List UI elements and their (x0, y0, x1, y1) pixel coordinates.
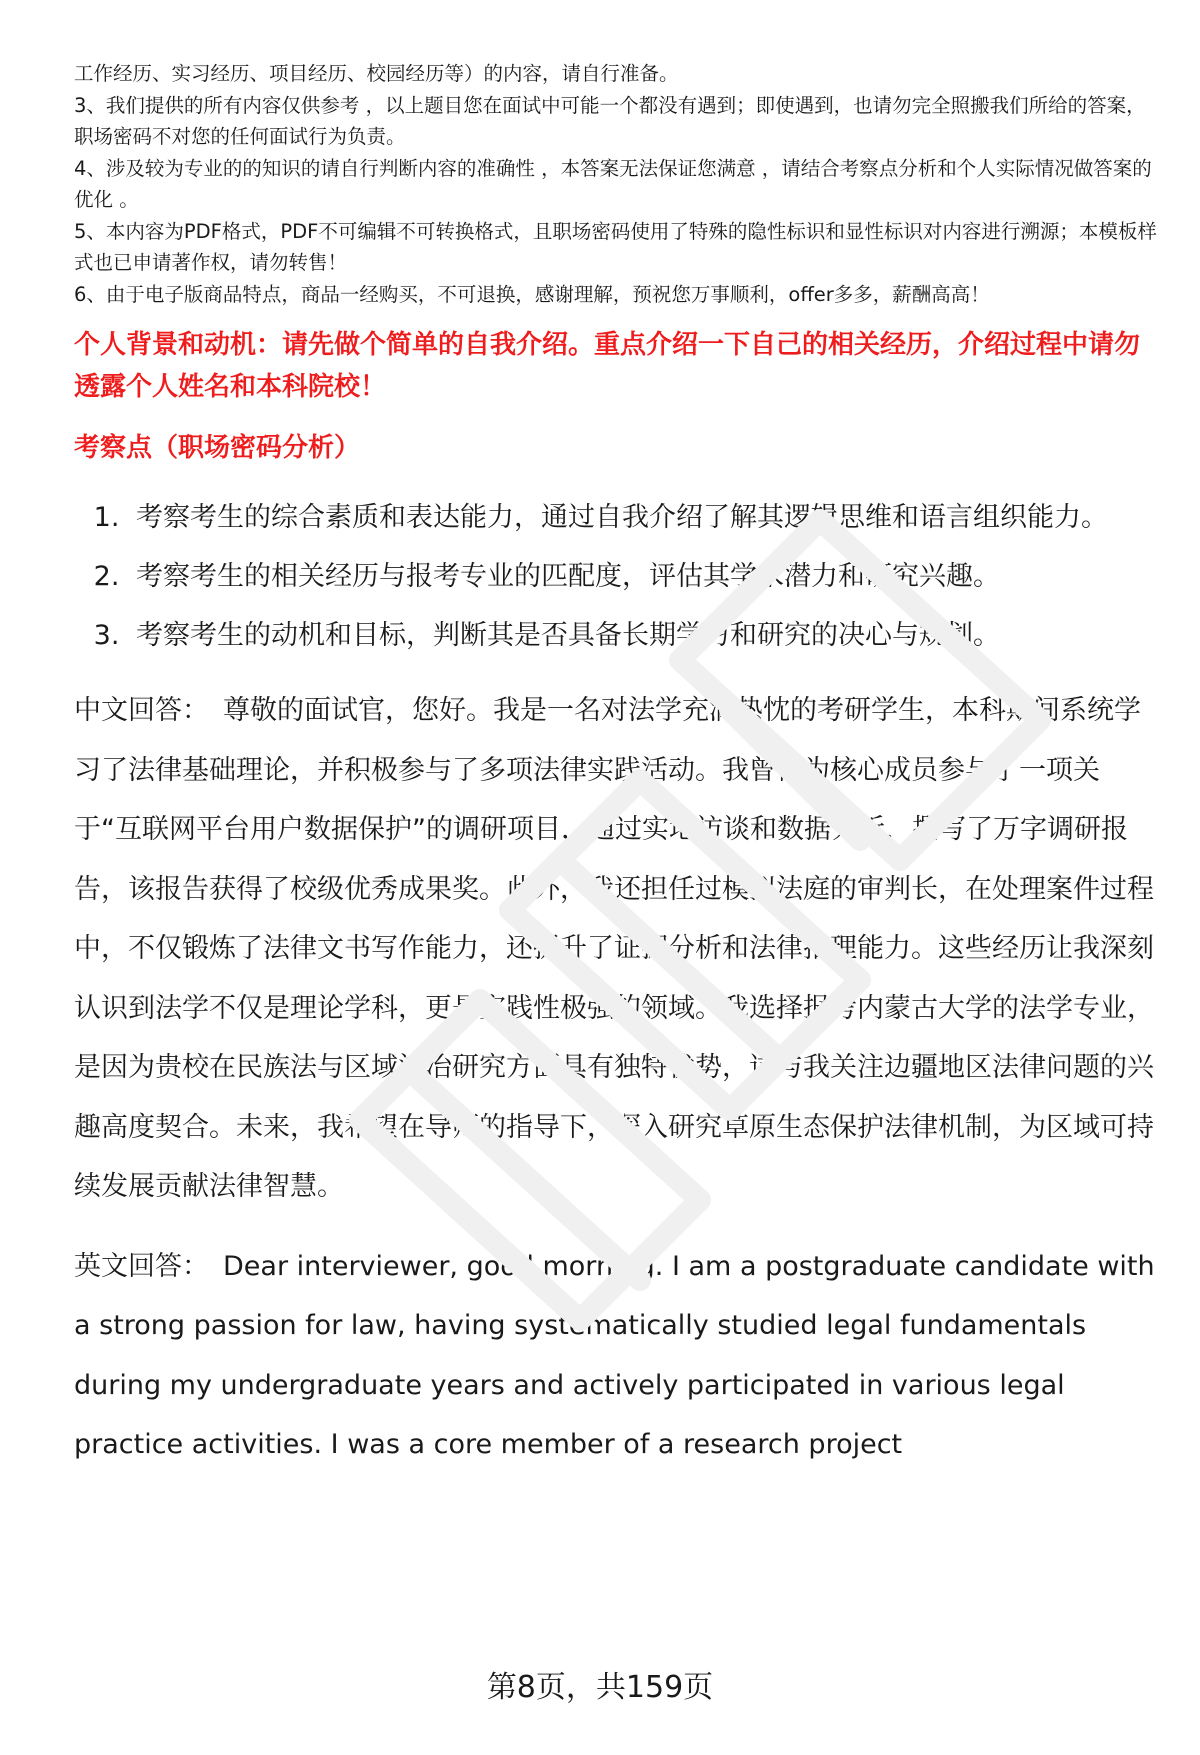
list-item: 1. 考察考生的综合素质和表达能力，通过自我介绍了解其逻辑思维和语言组织能力。 (128, 488, 1160, 547)
note-line: 4、涉及较为专业的的知识的请自行判断内容的准确性 ，本答案无法保证您满意 ，请结合考察点分析和个人实际情况做答案的优化 。 (74, 156, 1152, 211)
document-page (74, 58, 1160, 1475)
answer-text: Dear interviewer, good morning. I am a postgraduate candidate with a strong passion for law, having systematically studied legal fundamentals during my undergraduate years and actively participated in various legal practice activities. I was a core member of a research project (74, 1250, 1155, 1460)
answer-english (74, 1237, 1160, 1475)
note-line: 工作经历、实习经历、项目经历、校园经历等）的内容，请自行准备。 (74, 62, 679, 85)
list-item: 2. 考察考生的相关经历与报考专业的匹配度，评估其学术潜力和研究兴趣。 (128, 547, 1160, 606)
answer-label: 中文回答： (74, 695, 209, 726)
assessment-points-list (74, 488, 1160, 665)
answer-label: 英文回答： (74, 1250, 209, 1282)
answer-chinese (74, 681, 1160, 1217)
page-footer: 第8页，共159页 (486, 1670, 714, 1705)
note-line: 3、我们提供的所有内容仅供参考 ，以上题目您在面试中可能一个都没有遇到；即使遇到，也请勿完全照搬我们所给的答案，职场密码不对您的任何面试行为负责。 (74, 93, 1146, 148)
note-line: 5、本内容为PDF格式，PDF不可编辑不可转换格式，且职场密码使用了特殊的隐性标识和显性标识对内容进行溯源；本模板样式也已申请著作权，请勿转售！ (74, 219, 1157, 274)
section-title: 考察点（职场密码分析） (74, 433, 361, 463)
answer-text: 尊敬的面试官，您好。我是一名对法学充满热忱的考研学生，本科期间系统学习了法律基础理论，并积极参与了多项法律实践活动。我曾作为核心成员参与了一项关于“互联网平台用户数据保护”的调研项目，通过实地访谈和数据分析，撰写了万字调研报告，该报告获得了校级优秀成果奖。此外，我还担任过模拟法庭的审判长，在处理案件过程中，不仅锻炼了法律文书写作能力，还提升了证据分析和法律推理能力。这些经历让我深刻认识到法学不仅是理论学科，更是实践性极强的领域。我选择报考内蒙古大学的法学专业，是因为贵校在民族法与区域法治研究方面具有独特优势，这与我关注边疆地区法律问题的兴趣高度契合。未来，我希望在导师的指导下，深入研究草原生态保护法律机制，为区域可持续发展贡献法律智慧。 (74, 695, 1154, 1202)
question-heading: 个人背景和动机：请先做个简单的自我介绍。重点介绍一下自己的相关经历，介绍过程中请勿透露个人姓名和本科院校！ (74, 330, 1141, 402)
list-item: 3. 考察考生的动机和目标，判断其是否具备长期学习和研究的决心与规划。 (128, 606, 1160, 665)
note-line: 6、由于电子版商品特点，商品一经购买，不可退换，感谢理解，预祝您万事顺利，offer多多，薪酬高高！ (74, 282, 990, 306)
notes-block (74, 58, 1160, 310)
